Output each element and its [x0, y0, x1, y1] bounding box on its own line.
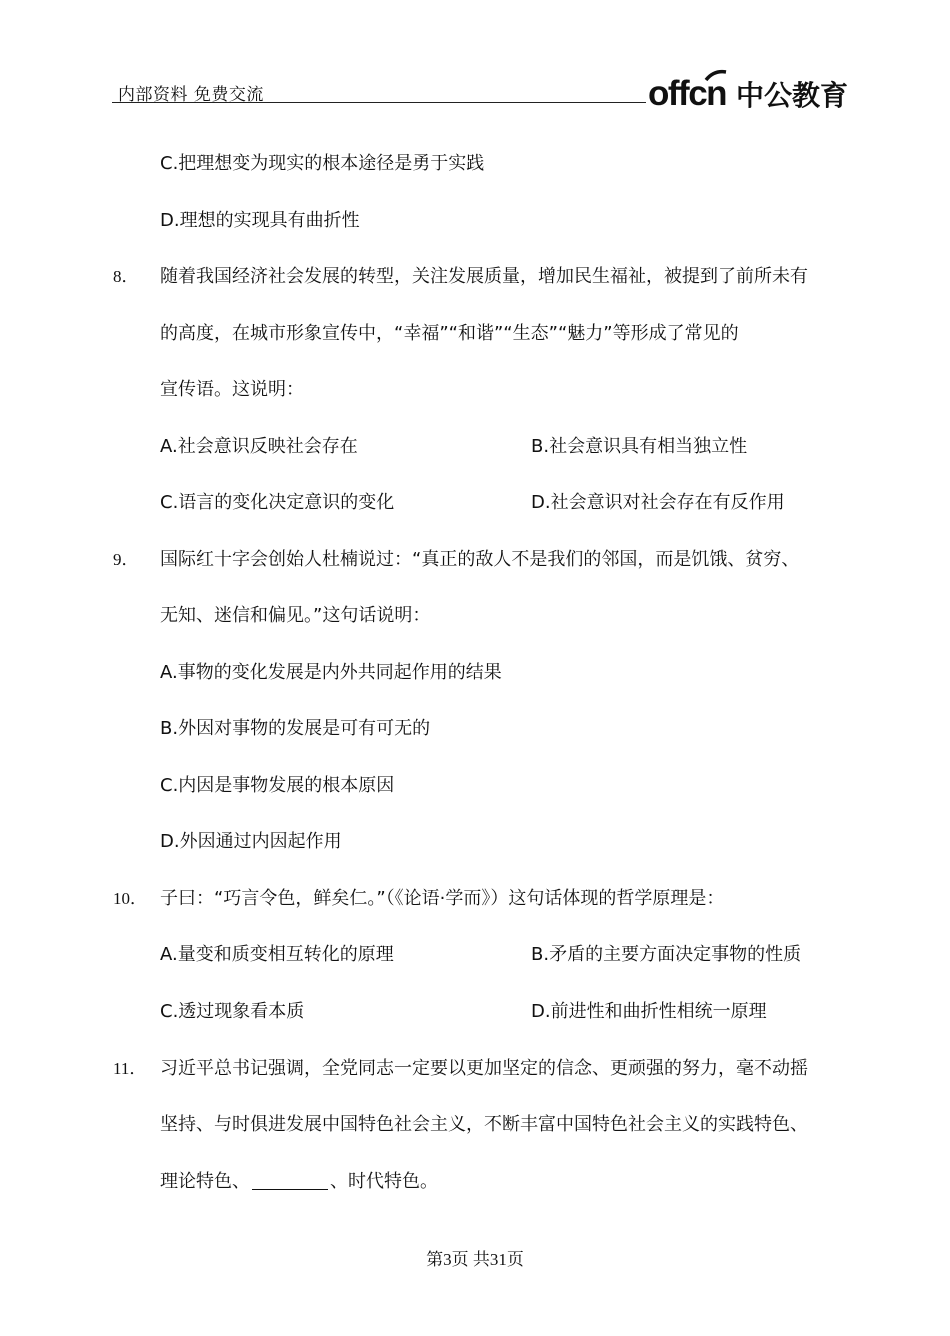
svg-text:中公教育: 中公教育 [736, 79, 848, 112]
q8-option-b: B.社会意识具有相当独立性 [531, 436, 748, 457]
q9-option-c: C.内因是事物发展的根本原因 [160, 775, 395, 796]
q11-number: 11． [113, 1059, 147, 1078]
q10-stem-line-1: 子曰：“巧言令色，鲜矣仁。”（《论语·学而》）这句话体现的哲学原理是： [160, 888, 725, 909]
svg-text:offcn: offcn [648, 74, 727, 112]
q8-option-a: A.社会意识反映社会存在 [160, 436, 358, 457]
q9-number: 9． [113, 550, 139, 569]
q10-option-c: C.透过现象看本质 [160, 1001, 305, 1022]
q8-number: 8． [113, 267, 139, 286]
offcn-logo [648, 64, 848, 112]
q10-option-a: A.量变和质变相互转化的原理 [160, 944, 394, 965]
q11-stem-line-1: 习近平总书记强调，全党同志一定要以更加坚定的信念、更顽强的努力，毫不动摇 [160, 1058, 808, 1079]
q9-option-b: B.外因对事物的发展是可有可无的 [160, 718, 431, 739]
q11-stem-line-3 [160, 1170, 438, 1194]
q8-stem-line-2: 的高度，在城市形象宣传中，“幸福”“和谐”“生态”“魅力”等形成了常见的 [160, 323, 739, 344]
q8-stem-line-1: 随着我国经济社会发展的转型，关注发展质量，增加民生福祉，被提到了前所未有 [160, 266, 808, 287]
q8-option-d: D.社会意识对社会存在有反作用 [531, 492, 785, 513]
q7-option-d: D.理想的实现具有曲折性 [160, 210, 360, 231]
q8-option-c: C.语言的变化决定意识的变化 [160, 492, 395, 513]
q11-line3-after: 、时代特色。 [330, 1171, 438, 1192]
q8-stem-line-3: 宣传语。这说明： [160, 379, 304, 400]
q7-option-c: C.把理想变为现实的根本途径是勇于实践 [160, 153, 485, 174]
q10-option-b: B.矛盾的主要方面决定事物的性质 [531, 944, 802, 965]
page-number: 第3页 共31页 [426, 1250, 524, 1269]
q9-stem-line-1: 国际红十字会创始人杜楠说过：“真正的敌人不是我们的邻国，而是饥饿、贫穷、 [160, 549, 800, 570]
q10-option-d: D.前进性和曲折性相统一原理 [531, 1001, 767, 1022]
q9-option-a: A.事物的变化发展是内外共同起作用的结果 [160, 662, 502, 683]
fill-in-blank [252, 1189, 328, 1190]
q10-number: 10． [113, 889, 147, 908]
q9-option-d: D.外因通过内因起作用 [160, 831, 342, 852]
q11-stem-line-2: 坚持、与时俱进发展中国特色社会主义，不断丰富中国特色社会主义的实践特色、 [160, 1114, 808, 1135]
header-divider [112, 102, 646, 103]
q11-line3-before: 理论特色、 [160, 1171, 250, 1192]
q9-stem-line-2: 无知、迷信和偏见。”这句话说明： [160, 605, 431, 626]
header-left-text: 内部资料 免费交流 [118, 85, 264, 105]
